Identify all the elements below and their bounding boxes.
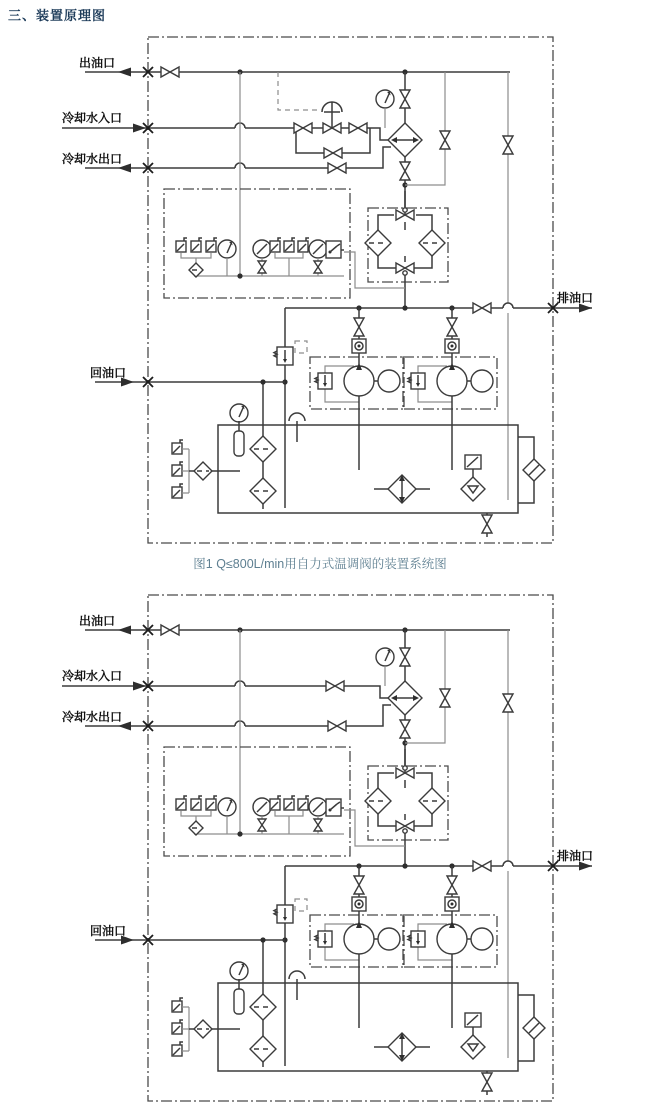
- port-label-cooling-inlet: 冷却水入口: [62, 669, 123, 683]
- figure2-schematic: [0, 586, 655, 1114]
- port-label-cooling-outlet: 冷却水出口: [62, 710, 123, 724]
- port-label-cooling-outlet: 冷却水出口: [62, 152, 123, 166]
- port-label-oil-return: 回油口: [90, 366, 127, 380]
- port-label-oil-drain: 排油口: [557, 849, 594, 863]
- cooling-inlet-valve: [326, 681, 344, 691]
- figure1-caption: 图1 Q≤800L/min用自力式温调阀的装置系统图: [193, 557, 447, 571]
- port-label-oil-outlet: 出油口: [79, 614, 116, 628]
- port-label-oil-outlet: 出油口: [79, 56, 116, 70]
- port-label-oil-drain: 排油口: [557, 291, 594, 305]
- port-label-oil-return: 回油口: [90, 924, 127, 938]
- page-title: 三、装置原理图: [8, 8, 107, 23]
- figure1-schematic: [0, 28, 655, 556]
- port-label-cooling-inlet: 冷却水入口: [62, 111, 123, 125]
